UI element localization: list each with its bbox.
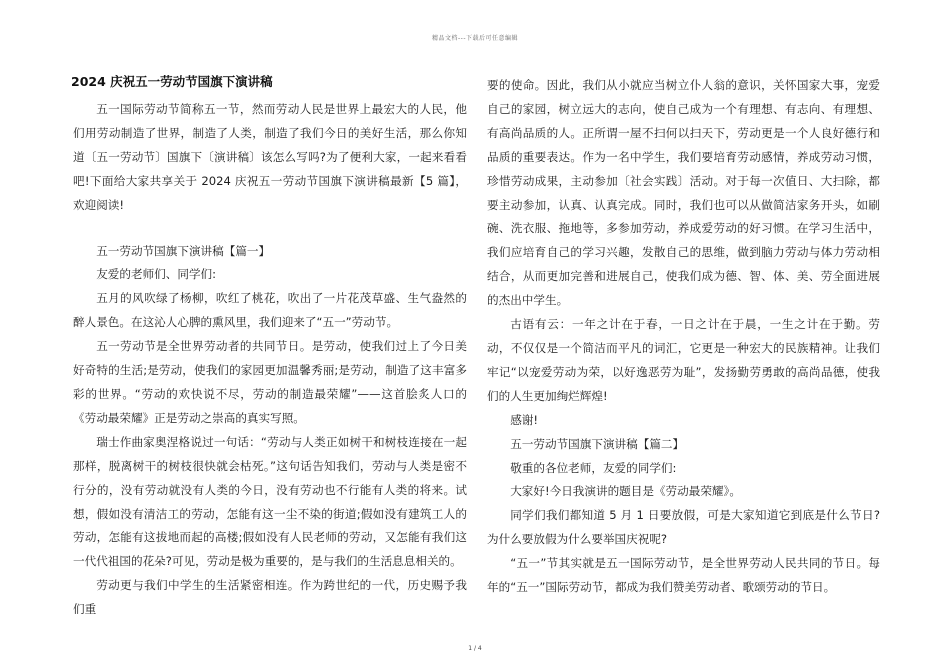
thanks-line: 感谢! [510,412,539,427]
right-column [487,74,880,600]
page-header: 精品文档---下载后可任意编辑 [432,35,518,42]
intro-paragraph: 五一国际劳动节简称五一节，然而劳动人民是世界上最宏大的人民，他们用劳动制造了世界，制造了人类，制造了我们今日的美好生活，那么你知道〔五一劳动节〕国旗下〔演讲稿〕该怎么写吗?为了便利大家，一起来看看吧!下面给大家共享关于 2024 庆祝五一劳动节国旗下演讲稿最新【5 篇】，欢迎阅读! [73,102,467,212]
section-heading-1: 五一劳动节国旗下演讲稿【篇一】 [96,243,271,258]
greeting-paragraph: 友爱的老师们、同学们: [96,267,217,282]
body-paragraph-continued: 要的使命。因此，我们从小就应当树立仆人翁的意识，关怀国家大事，宠爱自己的家园，树立远大的志向，使自己成为一个有理想、有志向、有理想、有高尚品质的人。正所谓一屋不扫何以扫天下，劳动更是一个人良好德行和品质的重要表达。作为一名中学生，我们要培育劳动感情，养成劳动习惯，珍惜劳动成果，主动参加〔社会实践〕活动。对于每一次值日、大扫除，都要主动参加，认真、认真完成。同时，我们也可以从做简洁家务开头，如刷碗、洗衣服、拖地等，多参加劳动，养成爱劳动的好习惯。在学习生活中，我们应培育自己的学习兴趣，发散自己的思维，做到脑力劳动与体力劳动相结合，从而更加完善和进展自己，使我们成为德、智、体、美、劳全面进展的杰出中学生。 [487,78,880,308]
greeting-paragraph: 敬重的各位老师，友爱的同学们: [510,460,677,475]
body-paragraph: 同学们我们都知道 5 月 1 日要放假，可是大家知道它到底是什么节日?为什么要放假为什么要举国庆祝呢? [487,508,880,547]
document-title: 2024 庆祝五一劳动节国旗下演讲稿 [71,74,273,89]
body-paragraph: “五一”节其实就是五一国际劳动节，是全世界劳动人民共同的节日。每年的“五一”国际劳动节，都成为我们赞美劳动者、歌颂劳动的节日。 [487,556,880,595]
paragraph-spacer [73,218,467,240]
page-number: 1 / 4 [468,645,482,652]
body-paragraph: 劳动更与我们中学生的生活紧密相连。作为跨世纪的一代，历史赐予我们重 [73,578,467,617]
body-paragraph: 瑞士作曲家奥涅格说过一句话：“劳动与人类正如树干和树枝连接在一起那样，脱离树干的树枝很快就会枯死。”这句话告知我们，劳动与人类是密不行分的，没有劳动就没有人类的今日，没有劳动也不行能有人类的将来。试想，假如没有清洁工的劳动，怎能有这一尘不染的街道;假如没有建筑工人的劳动，怎能有这拔地而起的高楼;假如没有人民老师的劳动，又怎能有我们这一代代祖国的花朵?可见，劳动是极为重要的，是与我们的生活息息相关的。 [73,434,467,569]
body-paragraph: 五一劳动节是全世界劳动者的共同节日。是劳动，使我们过上了今日美好奇特的生活;是劳动，使我们的家园更加温馨秀丽;是劳动，制造了这丰富多彩的世界。“劳动的欢快说不尽，劳动的制造最荣耀”——这首脍炙人口的《劳动最荣耀》正是劳动之崇高的真实写照。 [73,339,467,425]
body-paragraph: 五月的风吹绿了杨柳，吹红了桃花，吹出了一片花茂草盛、生气盎然的醉人景色。在这沁人心脾的熏风里，我们迎来了“五一”劳动节。 [73,291,467,330]
body-paragraph: 大家好!今日我演讲的题目是《劳动最荣耀》。 [510,484,741,499]
section-heading-2: 五一劳动节国旗下演讲稿【篇二】 [510,436,685,451]
body-paragraph: 古语有云：一年之计在于春，一日之计在于晨，一生之计在于勤。劳动，不仅仅是一个简洁而平凡的词汇，它更是一种宏大的民族精神。让我们牢记“以宠爱劳动为荣，以好逸恶劳为耻”，发扬勤劳勇敢的高尚品德，使我们的人生更加绚烂辉煌! [487,317,880,403]
left-column [73,70,467,622]
